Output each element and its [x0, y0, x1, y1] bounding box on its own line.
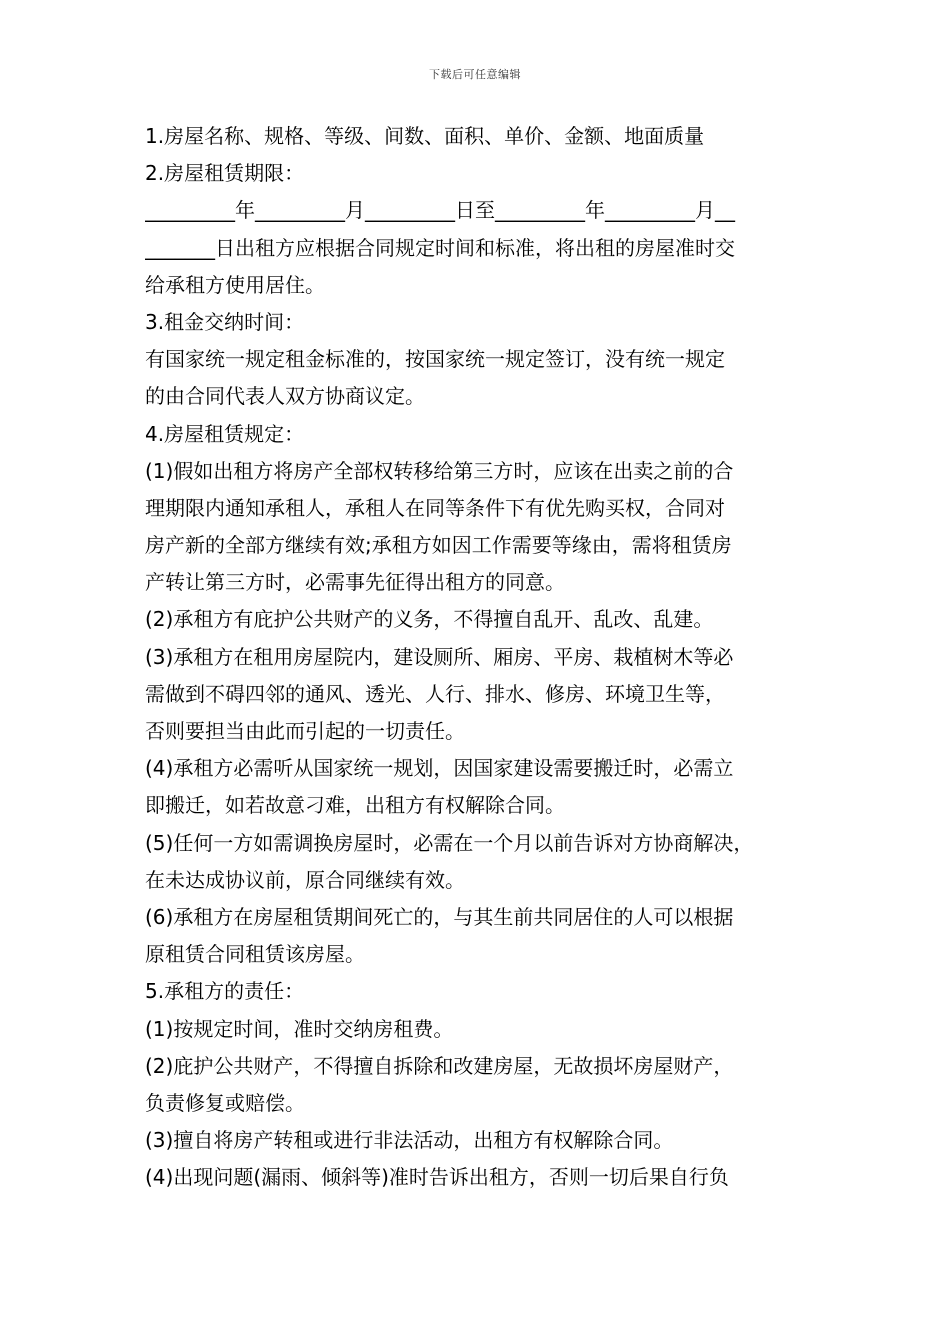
- text-line: 3.租金交纳时间：: [145, 309, 305, 334]
- text-line: (3)承租方在租用房屋院内，建设厕所、厢房、平房、栽植树木等必: [145, 644, 734, 669]
- text-line: (5)任何一方如需调换房屋时，必需在一个月以前告诉对方协商解决，: [145, 830, 754, 855]
- text-line: (4)承租方必需听从国家统一规划，因国家建设需要搬迁时，必需立: [145, 756, 734, 781]
- text-line: (3)擅自将房产转租或进行非法活动，出租方有权解除合同。: [145, 1128, 674, 1153]
- text-line: 有国家统一规定租金标准的，按国家统一规定签订，没有统一规定: [145, 347, 725, 372]
- text-line: (2)庇护公共财产，不得擅自拆除和改建房屋，无故损坏房屋财产，: [145, 1053, 734, 1078]
- document-body: [145, 118, 825, 1196]
- text-line: _________年_________月_________日至_________年_________月__: [145, 198, 735, 223]
- text-line: 即搬迁，如若故意刁难，出租方有权解除合同。: [145, 793, 565, 818]
- text-line: 否则要担当由此而引起的一切责任。: [145, 719, 465, 743]
- text-line: 需做到不碍四邻的通风、透光、人行、排水、修房、环境卫生等，: [145, 681, 725, 706]
- page-header: 下载后可任意编辑: [429, 68, 521, 81]
- text-line: 4.房屋租赁规定：: [145, 421, 305, 446]
- text-line: 的由合同代表人双方协商议定。: [145, 384, 425, 409]
- text-line: 房产新的全部方继续有效;承租方如因工作需要等缘由，需将租赁房: [145, 533, 732, 558]
- text-line: 给承租方使用居住。: [145, 272, 325, 297]
- text-line: (1)按规定时间，准时交纳房租费。: [145, 1016, 454, 1041]
- text-line: _______日出租方应根据合同规定时间和标准，将出租的房屋准时交: [145, 235, 735, 260]
- text-line: 负责修复或赔偿。: [145, 1090, 305, 1115]
- text-line: (6)承租方在房屋租赁期间死亡的，与其生前共同居住的人可以根据: [145, 904, 734, 929]
- text-line: 1.房屋名称、规格、等级、间数、面积、单价、金额、地面质量: [145, 124, 705, 148]
- text-line: (4)出现问题(漏雨、倾斜等)准时告诉出租方，否则一切后果自行负: [145, 1165, 729, 1190]
- text-line: 原租赁合同租赁该房屋。: [145, 942, 365, 967]
- text-line: 理期限内通知承租人，承租人在同等条件下有优先购买权，合同对: [145, 495, 725, 520]
- text-line: (1)假如出租方将房产全部权转移给第三方时，应该在出卖之前的合: [145, 458, 734, 483]
- text-line: 2.房屋租赁期限：: [145, 161, 305, 186]
- text-line: 产转让第三方时，必需事先征得出租方的同意。: [145, 570, 565, 595]
- text-line: (2)承租方有庇护公共财产的义务，不得擅自乱开、乱改、乱建。: [145, 607, 714, 632]
- text-line: 在未达成协议前，原合同继续有效。: [145, 867, 465, 892]
- text-line: 5.承租方的责任：: [145, 979, 305, 1004]
